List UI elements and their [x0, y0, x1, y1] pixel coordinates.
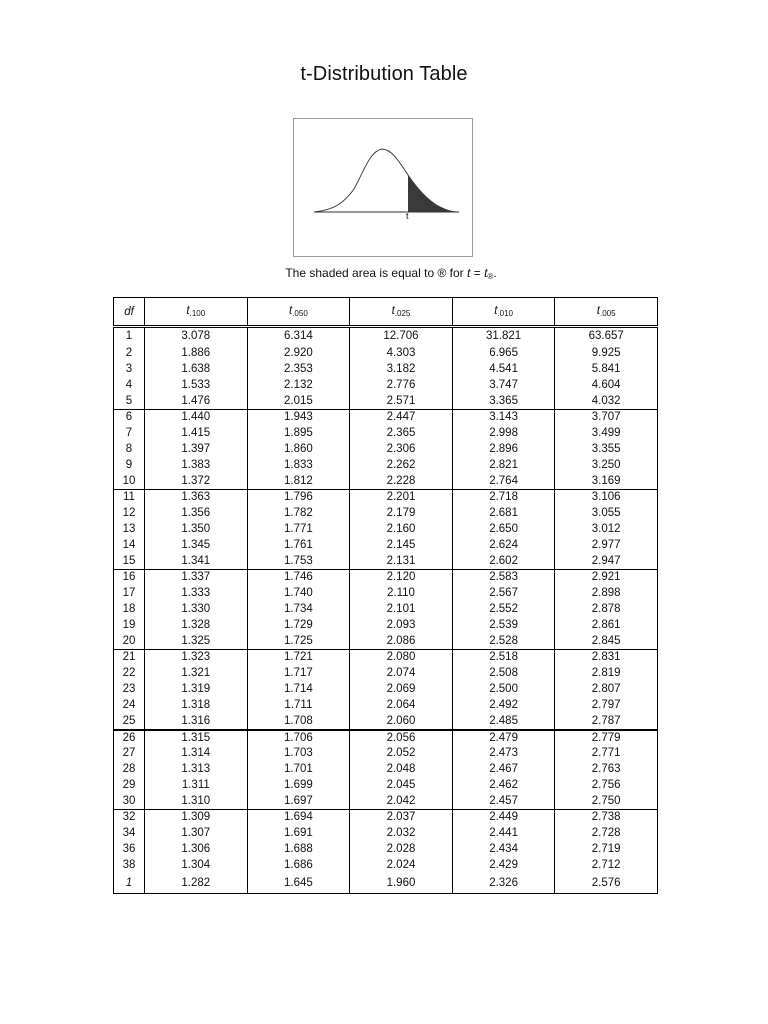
table-row: [114, 665, 658, 681]
cell-t025: 2.037: [350, 810, 453, 826]
shaded-tail-area: [408, 175, 458, 212]
cell-t050: 1.812: [247, 473, 350, 490]
cell-t100: 1.328: [145, 617, 248, 633]
cell-t050: 1.717: [247, 665, 350, 681]
cell-t100: 1.304: [145, 857, 248, 873]
cell-t005: 2.712: [555, 857, 658, 873]
cell-t010: 2.473: [452, 745, 555, 761]
cell-df: 25: [114, 713, 145, 730]
cell-t100: 1.345: [145, 537, 248, 553]
cell-t025: 2.060: [350, 713, 453, 730]
cell-t100: 1.638: [145, 361, 248, 377]
cell-t025: 2.145: [350, 537, 453, 553]
cell-t050: 1.761: [247, 537, 350, 553]
cell-t025: 2.447: [350, 410, 453, 426]
cell-t010: 2.485: [452, 713, 555, 730]
cell-t100: 1.306: [145, 841, 248, 857]
cell-t005: 3.012: [555, 521, 658, 537]
cell-t100: 1.397: [145, 441, 248, 457]
cell-t100: 1.341: [145, 553, 248, 570]
cell-t010: 2.583: [452, 570, 555, 586]
cell-t005: 2.728: [555, 825, 658, 841]
cell-t100: 1.309: [145, 810, 248, 826]
cell-t050: 1.725: [247, 633, 350, 650]
table-header-row: [114, 298, 658, 327]
cell-t010: 2.718: [452, 490, 555, 506]
cell-t025: 4.303: [350, 345, 453, 361]
cell-t025: 2.306: [350, 441, 453, 457]
cell-t010: 2.998: [452, 425, 555, 441]
cell-t050: 1.734: [247, 601, 350, 617]
cell-t100: 1.350: [145, 521, 248, 537]
caption-t: t: [467, 266, 471, 280]
cell-t050: 1.895: [247, 425, 350, 441]
cell-t100: 1.321: [145, 665, 248, 681]
cell-t005: 2.921: [555, 570, 658, 586]
cell-t005: 2.977: [555, 537, 658, 553]
cell-df: 16: [114, 570, 145, 586]
cell-t005: 63.657: [555, 327, 658, 346]
cell-t005: 2.797: [555, 697, 658, 713]
cell-t100: 1.886: [145, 345, 248, 361]
table-row: [114, 697, 658, 713]
cell-t010: 2.434: [452, 841, 555, 857]
cell-t010: 2.467: [452, 761, 555, 777]
cell-t025: 2.262: [350, 457, 453, 473]
distribution-figure: [293, 118, 473, 257]
caption-t-alpha: t: [484, 266, 488, 280]
table-row: [114, 810, 658, 826]
column-header-t: t: [289, 305, 293, 317]
cell-t025: 2.086: [350, 633, 453, 650]
column-header-df: df: [114, 298, 145, 327]
cell-t010: 2.462: [452, 777, 555, 793]
table-row: [114, 553, 658, 570]
table-row: [114, 537, 658, 553]
cell-t100: 1.310: [145, 793, 248, 810]
cell-df: 28: [114, 761, 145, 777]
cell-t100: 1.372: [145, 473, 248, 490]
cell-t025: 2.048: [350, 761, 453, 777]
cell-t100: 3.078: [145, 327, 248, 346]
cell-t100: 1.323: [145, 650, 248, 666]
cell-df: 7: [114, 425, 145, 441]
cell-t005: 2.819: [555, 665, 658, 681]
cell-t050: 1.701: [247, 761, 350, 777]
cell-t005: 2.861: [555, 617, 658, 633]
cell-df: 20: [114, 633, 145, 650]
cell-t025: 2.024: [350, 857, 453, 873]
table-row: [114, 393, 658, 410]
cell-t025: 2.179: [350, 505, 453, 521]
table-row: [114, 585, 658, 601]
cell-t010: 6.965: [452, 345, 555, 361]
cell-df: 19: [114, 617, 145, 633]
cell-t010: 2.528: [452, 633, 555, 650]
cell-df: 1: [114, 327, 145, 346]
t-marker-label: t: [406, 211, 409, 221]
table-row: [114, 377, 658, 393]
cell-df: 6: [114, 410, 145, 426]
table-row: [114, 570, 658, 586]
cell-t005: 2.831: [555, 650, 658, 666]
cell-t005: 2.947: [555, 553, 658, 570]
cell-t100: 1.330: [145, 601, 248, 617]
table-row: [114, 327, 658, 346]
cell-t100: 1.356: [145, 505, 248, 521]
cell-t010: 2.624: [452, 537, 555, 553]
column-header-t: t: [596, 305, 600, 317]
cell-t050: 1.697: [247, 793, 350, 810]
cell-t010: 3.365: [452, 393, 555, 410]
cell-t025: 2.365: [350, 425, 453, 441]
cell-df: 32: [114, 810, 145, 826]
table-row: [114, 793, 658, 810]
cell-t050: 1.708: [247, 713, 350, 730]
cell-t010: 2.492: [452, 697, 555, 713]
table-row: [114, 681, 658, 697]
cell-t010: 2.821: [452, 457, 555, 473]
cell-t005: 2.845: [555, 633, 658, 650]
table-row: [114, 345, 658, 361]
cell-t100: 1.383: [145, 457, 248, 473]
cell-t100: 1.440: [145, 410, 248, 426]
caption-period: .: [493, 266, 497, 280]
table-row: [114, 650, 658, 666]
cell-t025: 2.064: [350, 697, 453, 713]
cell-t050: 1.645: [247, 873, 350, 894]
cell-t025: 2.028: [350, 841, 453, 857]
cell-t010: 2.681: [452, 505, 555, 521]
cell-df: 24: [114, 697, 145, 713]
cell-df: 1: [114, 873, 145, 894]
cell-t100: 1.314: [145, 745, 248, 761]
table-row: [114, 425, 658, 441]
cell-df: 8: [114, 441, 145, 457]
table-row: [114, 730, 658, 745]
cell-t100: 1.282: [145, 873, 248, 894]
cell-df: 21: [114, 650, 145, 666]
cell-t025: 2.045: [350, 777, 453, 793]
column-header-t010: [452, 298, 555, 327]
cell-t005: 2.756: [555, 777, 658, 793]
column-header-t005: [555, 298, 658, 327]
cell-t005: 3.355: [555, 441, 658, 457]
cell-df: 22: [114, 665, 145, 681]
table-row: [114, 473, 658, 490]
cell-t005: 2.779: [555, 730, 658, 745]
cell-t010: 3.747: [452, 377, 555, 393]
cell-t010: 2.650: [452, 521, 555, 537]
table-row: [114, 873, 658, 894]
cell-t100: 1.533: [145, 377, 248, 393]
column-header-t: t: [186, 305, 190, 317]
cell-t005: 3.055: [555, 505, 658, 521]
cell-t050: 1.686: [247, 857, 350, 873]
cell-t050: 2.920: [247, 345, 350, 361]
cell-t005: 5.841: [555, 361, 658, 377]
cell-t005: 9.925: [555, 345, 658, 361]
cell-t005: 3.106: [555, 490, 658, 506]
caption-equals: =: [473, 266, 481, 280]
cell-t025: 1.960: [350, 873, 453, 894]
column-header-subscript: .005: [599, 309, 616, 318]
t-distribution-curve: [294, 119, 472, 256]
cell-df: 10: [114, 473, 145, 490]
cell-t025: 2.228: [350, 473, 453, 490]
table-row: [114, 457, 658, 473]
cell-df: 3: [114, 361, 145, 377]
cell-t010: 4.541: [452, 361, 555, 377]
column-header-subscript: .010: [497, 309, 513, 318]
table-row: [114, 745, 658, 761]
table-row: [114, 521, 658, 537]
cell-t010: 2.457: [452, 793, 555, 810]
column-header-t: t: [391, 305, 395, 317]
cell-df: 26: [114, 730, 145, 745]
cell-t010: 2.602: [452, 553, 555, 570]
cell-t050: 1.729: [247, 617, 350, 633]
table-row: [114, 633, 658, 650]
table-row: [114, 857, 658, 873]
column-header-subscript: .050: [292, 309, 308, 318]
cell-t025: 2.201: [350, 490, 453, 506]
cell-t010: 2.552: [452, 601, 555, 617]
cell-t100: 1.315: [145, 730, 248, 745]
cell-t050: 1.721: [247, 650, 350, 666]
cell-t025: 2.042: [350, 793, 453, 810]
cell-df: 36: [114, 841, 145, 857]
cell-df: 38: [114, 857, 145, 873]
table-row: [114, 777, 658, 793]
cell-t005: 2.738: [555, 810, 658, 826]
cell-t050: 1.711: [247, 697, 350, 713]
table-body: [114, 327, 658, 894]
cell-t100: 1.313: [145, 761, 248, 777]
cell-t010: 2.764: [452, 473, 555, 490]
cell-t010: 2.539: [452, 617, 555, 633]
cell-df: 11: [114, 490, 145, 506]
cell-df: 2: [114, 345, 145, 361]
cell-t050: 1.753: [247, 553, 350, 570]
cell-t050: 1.746: [247, 570, 350, 586]
cell-t100: 1.325: [145, 633, 248, 650]
cell-t050: 1.771: [247, 521, 350, 537]
column-header-t050: [247, 298, 350, 327]
cell-t100: 1.319: [145, 681, 248, 697]
cell-t005: 2.763: [555, 761, 658, 777]
cell-t005: 2.878: [555, 601, 658, 617]
cell-t050: 6.314: [247, 327, 350, 346]
cell-t100: 1.415: [145, 425, 248, 441]
page-title: t-Distribution Table: [300, 63, 468, 85]
cell-t005: 4.032: [555, 393, 658, 410]
cell-df: 15: [114, 553, 145, 570]
table-row: [114, 601, 658, 617]
cell-df: 23: [114, 681, 145, 697]
column-header-t025: [350, 298, 453, 327]
cell-t100: 1.476: [145, 393, 248, 410]
cell-t050: 1.706: [247, 730, 350, 745]
caption-alpha: ®: [437, 266, 447, 280]
cell-df: 17: [114, 585, 145, 601]
table-row: [114, 505, 658, 521]
t-distribution-table: [113, 297, 658, 894]
cell-t010: 2.429: [452, 857, 555, 873]
cell-t025: 3.182: [350, 361, 453, 377]
cell-t050: 1.833: [247, 457, 350, 473]
cell-t100: 1.316: [145, 713, 248, 730]
table-row: [114, 410, 658, 426]
cell-t050: 1.691: [247, 825, 350, 841]
caption-t-alpha-subscript: ®: [487, 272, 494, 281]
cell-t050: 1.796: [247, 490, 350, 506]
cell-t025: 2.032: [350, 825, 453, 841]
cell-df: 14: [114, 537, 145, 553]
cell-df: 34: [114, 825, 145, 841]
table-row: [114, 841, 658, 857]
cell-t050: 1.694: [247, 810, 350, 826]
table-row: [114, 713, 658, 730]
table-row: [114, 490, 658, 506]
cell-t050: 2.132: [247, 377, 350, 393]
cell-df: 13: [114, 521, 145, 537]
cell-t050: 1.699: [247, 777, 350, 793]
column-header-subscript: .025: [394, 309, 411, 318]
cell-t025: 2.131: [350, 553, 453, 570]
cell-t005: 3.707: [555, 410, 658, 426]
cell-df: 18: [114, 601, 145, 617]
cell-df: 29: [114, 777, 145, 793]
table-row: [114, 825, 658, 841]
table-row: [114, 361, 658, 377]
column-header-t: t: [494, 305, 498, 317]
cell-t010: 2.508: [452, 665, 555, 681]
cell-df: 5: [114, 393, 145, 410]
cell-t005: 3.499: [555, 425, 658, 441]
caption: [0, 266, 768, 281]
cell-t010: 2.479: [452, 730, 555, 745]
cell-t025: 2.120: [350, 570, 453, 586]
cell-t025: 2.571: [350, 393, 453, 410]
cell-t010: 2.567: [452, 585, 555, 601]
cell-t005: 2.807: [555, 681, 658, 697]
cell-t025: 2.080: [350, 650, 453, 666]
cell-t010: 31.821: [452, 327, 555, 346]
cell-t025: 2.101: [350, 601, 453, 617]
cell-t025: 2.776: [350, 377, 453, 393]
cell-t025: 2.110: [350, 585, 453, 601]
cell-t025: 12.706: [350, 327, 453, 346]
cell-t005: 3.169: [555, 473, 658, 490]
cell-t005: 2.750: [555, 793, 658, 810]
caption-prefix: The shaded area is equal to: [285, 266, 435, 280]
caption-for: for: [449, 266, 464, 280]
cell-t100: 1.318: [145, 697, 248, 713]
density-curve: [314, 149, 458, 212]
cell-t050: 2.015: [247, 393, 350, 410]
cell-t005: 2.719: [555, 841, 658, 857]
cell-t005: 3.250: [555, 457, 658, 473]
cell-df: 4: [114, 377, 145, 393]
table-row: [114, 441, 658, 457]
cell-t010: 2.326: [452, 873, 555, 894]
cell-t010: 3.143: [452, 410, 555, 426]
cell-t050: 1.714: [247, 681, 350, 697]
cell-t050: 1.860: [247, 441, 350, 457]
cell-t100: 1.337: [145, 570, 248, 586]
cell-t100: 1.333: [145, 585, 248, 601]
cell-t005: 2.576: [555, 873, 658, 894]
cell-t010: 2.518: [452, 650, 555, 666]
cell-t025: 2.160: [350, 521, 453, 537]
cell-t005: 2.771: [555, 745, 658, 761]
cell-t010: 2.449: [452, 810, 555, 826]
cell-df: 27: [114, 745, 145, 761]
cell-t005: 2.898: [555, 585, 658, 601]
cell-df: 30: [114, 793, 145, 810]
column-header-subscript: .100: [189, 309, 206, 318]
cell-t050: 1.740: [247, 585, 350, 601]
cell-t100: 1.311: [145, 777, 248, 793]
table-row: [114, 617, 658, 633]
cell-t005: 2.787: [555, 713, 658, 730]
cell-df: 12: [114, 505, 145, 521]
column-header-t100: [145, 298, 248, 327]
cell-t050: 1.943: [247, 410, 350, 426]
cell-t010: 2.896: [452, 441, 555, 457]
cell-t050: 1.688: [247, 841, 350, 857]
cell-t025: 2.069: [350, 681, 453, 697]
cell-t050: 1.703: [247, 745, 350, 761]
cell-t050: 1.782: [247, 505, 350, 521]
cell-t025: 2.052: [350, 745, 453, 761]
cell-t025: 2.056: [350, 730, 453, 745]
cell-t010: 2.441: [452, 825, 555, 841]
cell-t100: 1.363: [145, 490, 248, 506]
cell-t100: 1.307: [145, 825, 248, 841]
table-row: [114, 761, 658, 777]
cell-t050: 2.353: [247, 361, 350, 377]
cell-t025: 2.074: [350, 665, 453, 681]
cell-t025: 2.093: [350, 617, 453, 633]
cell-t005: 4.604: [555, 377, 658, 393]
cell-t010: 2.500: [452, 681, 555, 697]
cell-df: 9: [114, 457, 145, 473]
